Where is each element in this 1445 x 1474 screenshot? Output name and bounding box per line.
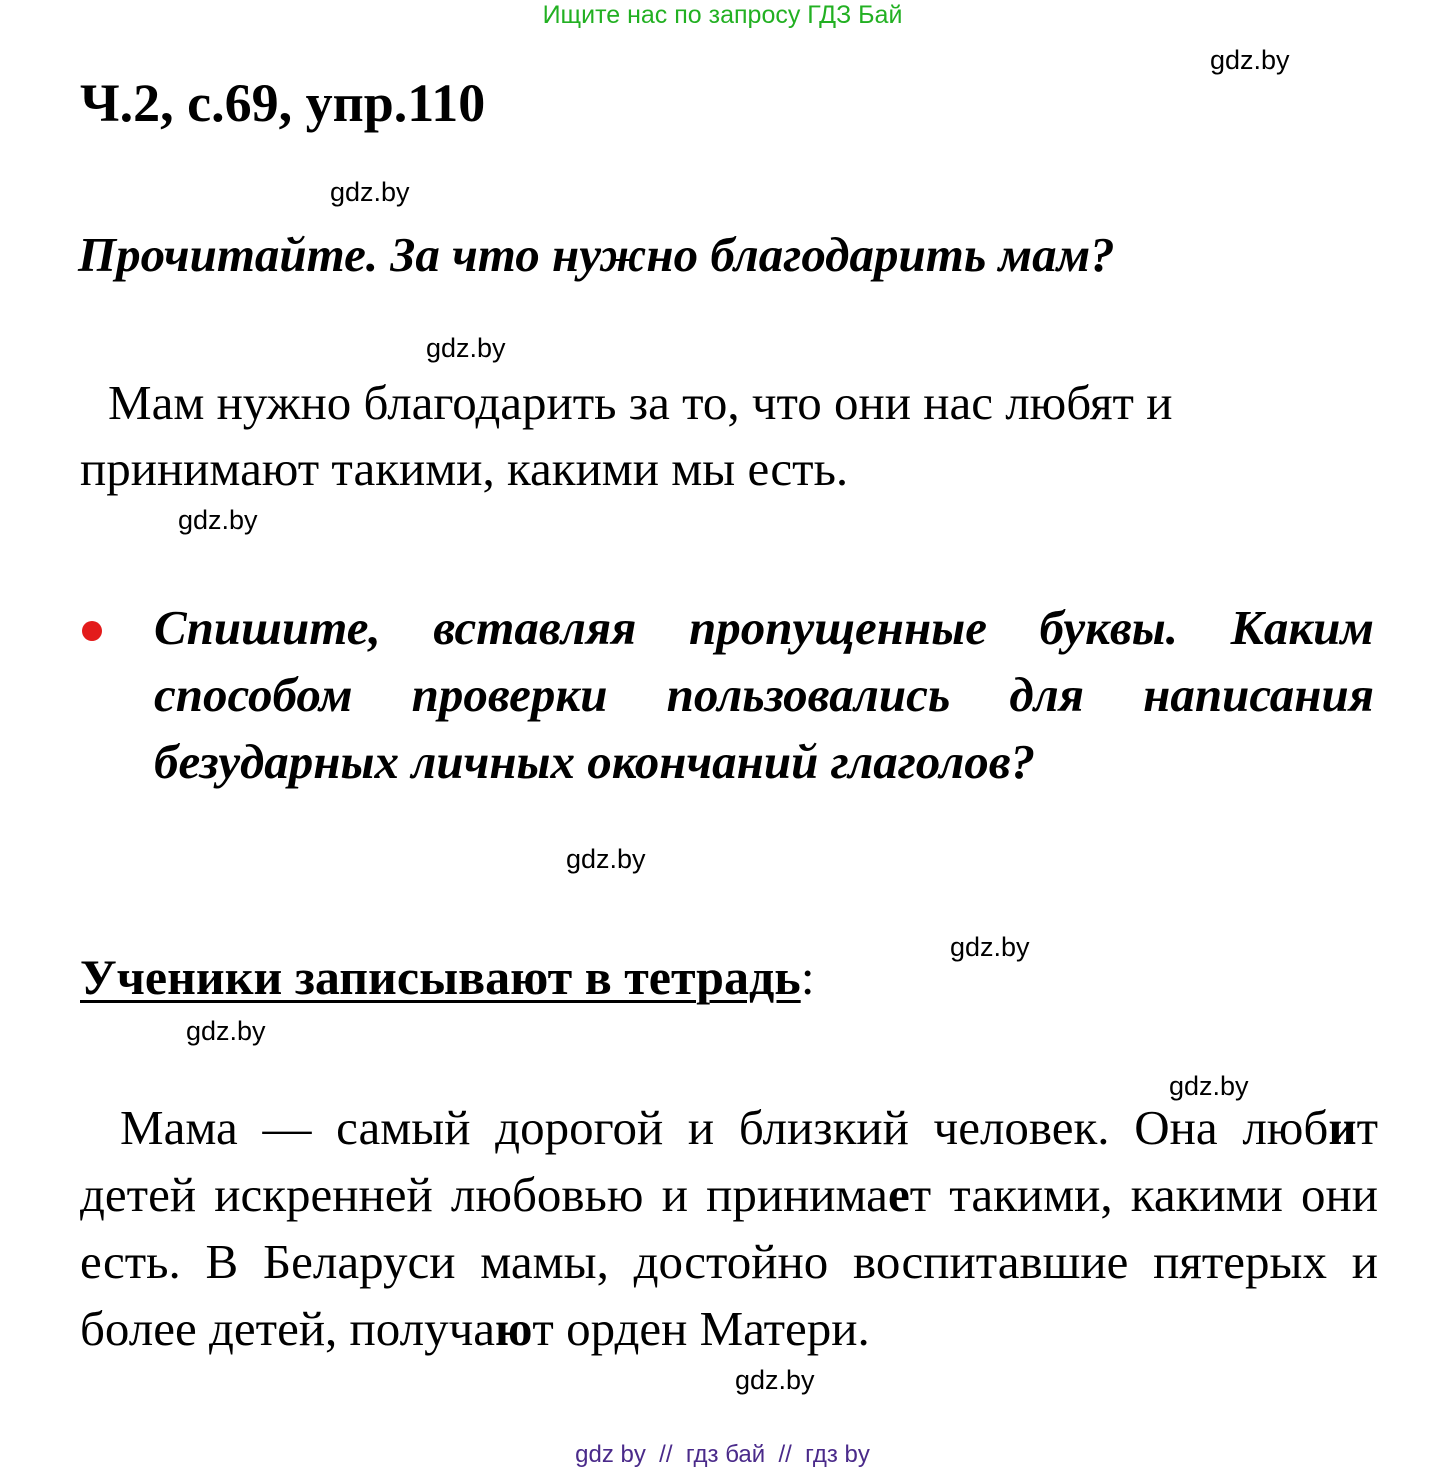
search-banner: Ищите нас по запросу ГДЗ Бай [542,1,903,29]
watermark: gdz.by [330,177,410,207]
watermark: gdz.by [1210,45,1290,75]
answer-paragraph-1 [80,370,1378,502]
watermark: gdz.by [426,333,506,363]
inserted-letter: и [1328,1100,1357,1155]
answer-paragraph-2: Мама — самый дорогой и близкий человек. Она любит детей искренней любовью и принимает такими, какими они есть. В Беларуси мамы, достойно воспитавшие пятерых и более детей, получают орден Матери. [80,1100,1378,1356]
watermark: gdz.by [735,1365,815,1395]
watermark: gdz.by [950,932,1030,962]
section-heading-colon: : [800,949,815,1005]
watermark: gdz.by [178,505,258,535]
inserted-letter: ю [494,1301,533,1356]
answer-line-2: принимают такими, какими мы есть. [80,441,849,496]
task-instruction: Спишите, вставляя пропущенные буквы. Каким способом проверки пользовались для написания безударных личных окончаний глаголов? [154,600,1374,789]
task-question: Прочитайте. За что нужно благодарить мам? [78,227,1115,282]
page-title: Ч.2, с.69, упр.110 [80,73,486,133]
watermark: gdz.by [186,1016,266,1046]
footer-watermark: gdz by // гдз бай // гдз by [575,1441,870,1468]
section-heading-label: Ученики записывают в тетрадь [80,949,801,1005]
inserted-letter: е [887,1167,910,1222]
answer-line-1: Мам нужно благодарить за то, что они нас любят и [108,375,1173,430]
section-heading [80,942,815,1012]
watermark: gdz.by [566,844,646,874]
bullet-icon [82,621,102,641]
watermark: gdz.by [1169,1071,1249,1101]
